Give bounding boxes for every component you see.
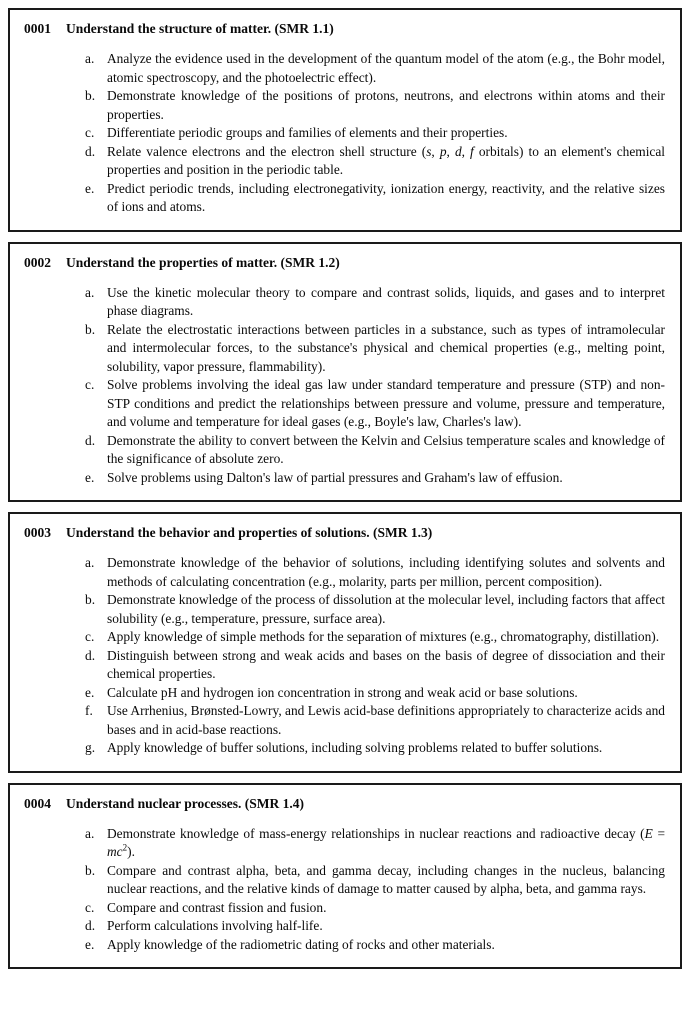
- objective-text: Demonstrate knowledge of the behavior of solutions, including identifying solutes and solvents and methods of calculating concentration (e.g., molarity, parts per million, percent composition).: [107, 555, 665, 589]
- objective-letter: d.: [85, 143, 96, 159]
- objective-text: Apply knowledge of buffer solutions, including solving problems related to buffer solutions.: [107, 740, 603, 755]
- objective-item: [85, 554, 665, 591]
- objective-item: [85, 124, 665, 143]
- objective-item: [85, 469, 665, 488]
- objective-text: Analyze the evidence used in the development of the quantum model of the atom (e.g., the Bohr model, atomic spectroscopy, and the photoelectric effect).: [107, 51, 665, 85]
- competency-header: [24, 20, 665, 38]
- competency-box-0004: [8, 783, 682, 970]
- objective-letter: c.: [85, 125, 95, 140]
- objective-text: Differentiate periodic groups and families of elements and their properties.: [107, 125, 508, 140]
- objective-item: [85, 376, 665, 432]
- objective-item: [85, 862, 665, 899]
- objective-item: [85, 87, 665, 124]
- objective-text: Relate the electrostatic interactions between particles in a substance, such as types of intramolecular and intermolecular forces, to the substance's physical and chemical properties (e.g., melting point, solubility, vapor pressure, flammability).: [107, 321, 665, 374]
- objective-letter: e.: [85, 936, 95, 952]
- competency-header: [24, 795, 665, 813]
- competency-code: 0004: [24, 795, 51, 811]
- objective-letter: c.: [85, 377, 95, 392]
- competency-title: Understand the properties of matter. (SMR 1.2): [66, 254, 340, 270]
- objective-text: Predict periodic trends, including electronegativity, ionization energy, reactivity, and the relative sizes of ions and atoms.: [107, 180, 665, 214]
- objective-text: Use the kinetic molecular theory to compare and contrast solids, liquids, and gases and to interpret phase diagrams.: [107, 284, 665, 318]
- competency-header: [24, 254, 665, 272]
- competency-title: Understand the structure of matter. (SMR 1.1): [66, 21, 334, 36]
- objective-text: Solve problems involving the ideal gas law under standard temperature and pressure (STP) and non-STP conditions and predict the relationships between pressure and volume, pressure and temperature, and volume and temperature for ideal gases (e.g., Boyle's law, Charles's law).: [107, 377, 665, 429]
- objective-item: [85, 684, 665, 703]
- objective-text: Demonstrate knowledge of mass-energy relationships in nuclear reactions and radioactive decay $(E = mc^2)$.: [107, 825, 665, 859]
- objective-letter: d.: [85, 918, 96, 933]
- objective-letter: g.: [85, 740, 96, 755]
- objective-text: Calculate pH and hydrogen ion concentration in strong and weak acid or base solutions.: [107, 684, 578, 700]
- objective-item: [85, 702, 665, 739]
- objective-item: [85, 647, 665, 684]
- objective-item: [85, 180, 665, 217]
- objective-text: Demonstrate knowledge of the positions of protons, neutrons, and electrons within atoms and their properties.: [107, 88, 665, 122]
- objective-letter: b.: [85, 88, 96, 103]
- objective-letter: b.: [85, 592, 96, 607]
- objective-list: [85, 284, 665, 488]
- objective-text: Demonstrate the ability to convert between the Kelvin and Celsius temperature scales and knowledge of the significance of absolute zero.: [107, 432, 665, 466]
- competency-title: Understand nuclear processes. (SMR 1.4): [66, 795, 304, 811]
- objective-letter: a.: [85, 284, 95, 300]
- competency-code: 0001: [24, 21, 51, 36]
- objective-letter: c.: [85, 629, 95, 644]
- objective-letter: d.: [85, 647, 96, 663]
- objective-item: [85, 628, 665, 647]
- objective-text: Perform calculations involving half-life.: [107, 918, 323, 933]
- objective-item: [85, 936, 665, 955]
- objective-list: [85, 554, 665, 758]
- objective-item: [85, 321, 665, 377]
- objective-text: Compare and contrast alpha, beta, and gamma decay, including changes in the nucleus, balancing nuclear reactions, and the relative kinds of damage to matter caused by alpha, beta, and gamma rays.: [107, 862, 665, 896]
- objective-text: Use Arrhenius, Brønsted-Lowry, and Lewis acid-base definitions appropriately to characterize acids and bases and in acid-base reactions.: [107, 703, 665, 737]
- objective-text: Demonstrate knowledge of the process of dissolution at the molecular level, including factors that affect solubility (e.g., temperature, pressure, surface area).: [107, 592, 665, 626]
- objective-item: [85, 917, 665, 936]
- objective-text: Apply knowledge of simple methods for the separation of mixtures (e.g., chromatography, distillation).: [107, 629, 660, 644]
- objective-item: [85, 284, 665, 321]
- objective-letter: d.: [85, 432, 96, 448]
- competency-box-0003: [8, 512, 682, 773]
- objective-text: Compare and contrast fission and fusion.: [107, 899, 327, 915]
- competency-box-0002: [8, 242, 682, 503]
- objective-letter: b.: [85, 862, 96, 878]
- competency-code: 0002: [24, 254, 51, 270]
- objective-item: [85, 432, 665, 469]
- objective-letter: a.: [85, 825, 95, 841]
- objective-letter: c.: [85, 899, 95, 915]
- objective-letter: e.: [85, 180, 95, 196]
- objective-text: Relate valence electrons and the electron shell structure (s, p, d, f orbitals) to an element's chemical properties and position in the periodic table.: [107, 143, 666, 177]
- competency-box-0001: [8, 8, 682, 232]
- objective-letter: e.: [85, 469, 95, 485]
- objective-text: Apply knowledge of the radiometric dating of rocks and other materials.: [107, 936, 495, 952]
- objective-list: [85, 50, 665, 217]
- objective-item: [85, 143, 665, 180]
- objective-text: Distinguish between strong and weak acids and bases on the basis of degree of dissociation and their chemical properties.: [107, 647, 665, 681]
- objective-item: [85, 899, 665, 918]
- competency-header: [24, 524, 665, 542]
- objective-letter: b.: [85, 321, 96, 337]
- objective-letter: f.: [85, 703, 93, 718]
- objective-letter: a.: [85, 555, 95, 570]
- competency-title: Understand the behavior and properties of solutions. (SMR 1.3): [66, 525, 433, 540]
- objective-item: [85, 50, 665, 87]
- objective-item: [85, 591, 665, 628]
- objective-text: Solve problems using Dalton's law of partial pressures and Graham's law of effusion.: [107, 469, 563, 485]
- objective-letter: e.: [85, 684, 95, 700]
- objective-item: [85, 825, 665, 862]
- competency-code: 0003: [24, 525, 51, 540]
- objective-item: [85, 739, 665, 758]
- objective-letter: a.: [85, 51, 95, 66]
- objective-list: [85, 825, 665, 955]
